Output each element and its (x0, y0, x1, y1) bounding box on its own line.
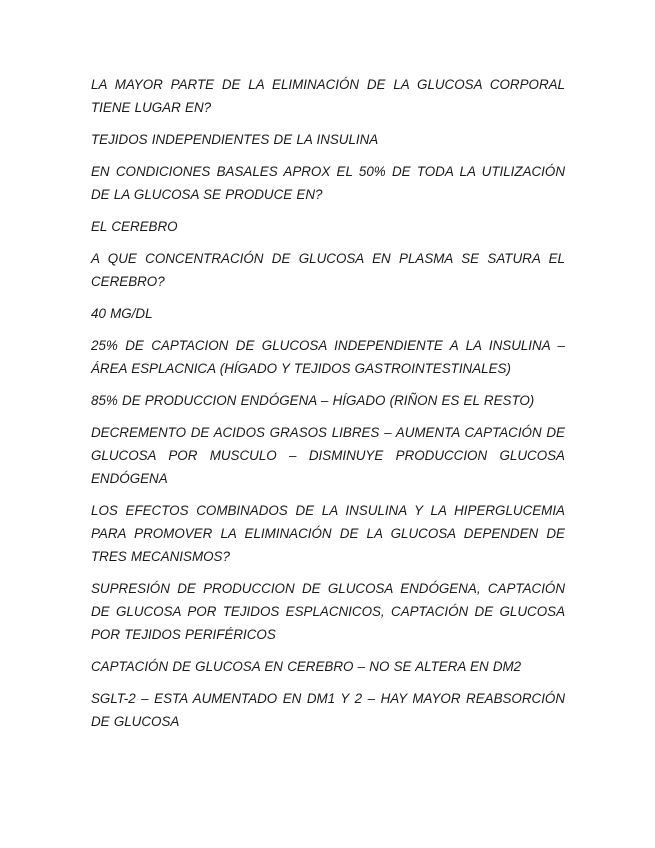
note-paragraph: 85% DE PRODUCCION ENDÓGENA – HÍGADO (RIÑON ES EL RESTO) (91, 393, 535, 408)
question-paragraph: EN CONDICIONES BASALES APROX EL 50% DE TODA LA UTILIZACIÓN DE LA GLUCOSA SE PRODUCE EN? (91, 164, 565, 202)
document-body (91, 73, 565, 742)
question-paragraph: LA MAYOR PARTE DE LA ELIMINACIÓN DE LA GLUCOSA CORPORAL TIENE LUGAR EN? (91, 77, 565, 115)
note-paragraph: SGLT-2 – ESTA AUMENTADO EN DM1 Y 2 – HAY MAYOR REABSORCIÓN DE GLUCOSA (91, 691, 565, 729)
note-paragraph: DECREMENTO DE ACIDOS GRASOS LIBRES – AUMENTA CAPTACIÓN DE GLUCOSA POR MUSCULO – DISMINUYE PRODUCCION GLUCOSA ENDÓGENA (91, 425, 565, 486)
question-paragraph: A QUE CONCENTRACIÓN DE GLUCOSA EN PLASMA SE SATURA EL CEREBRO? (91, 251, 565, 289)
answer-paragraph: EL CEREBRO (91, 219, 178, 234)
note-paragraph: CAPTACIÓN DE GLUCOSA EN CEREBRO – NO SE ALTERA EN DM2 (91, 659, 522, 674)
answer-paragraph: TEJIDOS INDEPENDIENTES DE LA INSULINA (91, 132, 379, 147)
answer-paragraph: 40 MG/DL (91, 306, 153, 321)
note-paragraph: 25% DE CAPTACION DE GLUCOSA INDEPENDIENTE A LA INSULINA – ÁREA ESPLACNICA (HÍGADO Y TEJIDOS GASTROINTESTINALES) (91, 338, 565, 376)
answer-paragraph: SUPRESIÓN DE PRODUCCION DE GLUCOSA ENDÓGENA, CAPTACIÓN DE GLUCOSA POR TEJIDOS ESPLACNICOS, CAPTACIÓN DE GLUCOSA POR TEJIDOS PERIFÉRICOS (91, 581, 565, 642)
question-paragraph: LOS EFECTOS COMBINADOS DE LA INSULINA Y LA HIPERGLUCEMIA PARA PROMOVER LA ELIMINACIÓN DE LA GLUCOSA DEPENDEN DE TRES MECANISMOS? (91, 503, 565, 564)
